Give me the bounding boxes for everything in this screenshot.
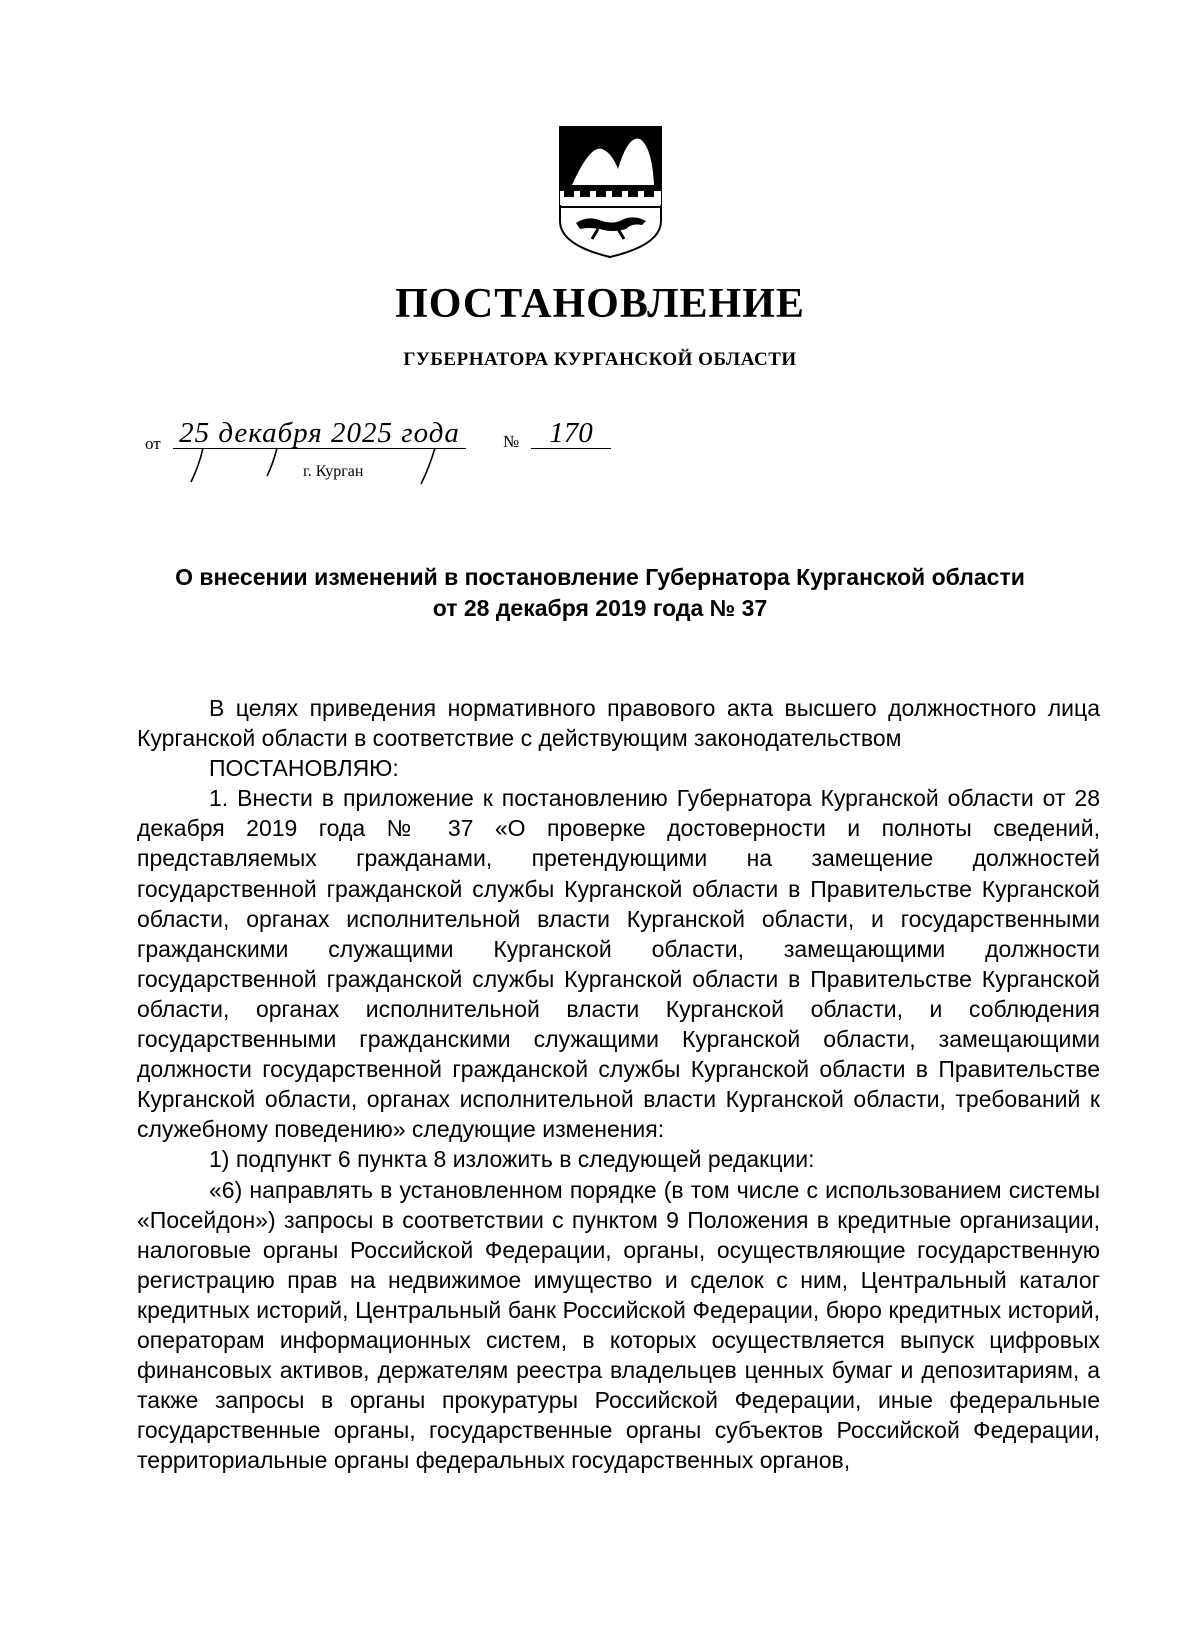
preamble-text: В целях приведения нормативного правового акта высшего должностного лица Курганской области в соответствие с действующим законодательством bbox=[137, 695, 1100, 752]
date-number-line bbox=[145, 418, 645, 498]
preamble-paragraph bbox=[137, 693, 1100, 783]
decree-word: ПОСТАНОВЛЯЮ: bbox=[209, 755, 399, 782]
document-body bbox=[137, 693, 1100, 1475]
handwriting-strokes bbox=[145, 418, 645, 498]
handwritten-date: 25 декабря 2025 года bbox=[173, 418, 466, 449]
number-sign: № bbox=[503, 432, 520, 451]
quoted-subparagraph-6: «6) направлять в установленном порядке (в том числе с использованием системы «Посейдон») запросы в соответствии с пунктом 9 Положения в кредитные организации, налоговые органы Российской Федерации, органы, осуществляющие государственную регистрацию прав на недвижимое имущество и сделок с ним, Центральный каталог кредитных историй, Центральный банк Российской Федерации, бюро кредитных историй, операторам информационных систем, в которых осуществляется выпуск цифровых финансовых активов, держателям реестра владельцев ценных бумаг и депозитариям, а также запросы в органы прокуратуры Российской Федерации, иные федеральные государственные органы, государственные органы субъектов Российской Федерации, территориальные органы федеральных государственных органов, bbox=[137, 1176, 1100, 1474]
coat-of-arms-icon bbox=[558, 125, 663, 260]
title-line-1: О внесении изменений в постановление Губернатора Курганской области bbox=[175, 564, 1025, 590]
title-line-2: от 28 декабря 2019 года № 37 bbox=[432, 595, 768, 621]
date-prefix: от bbox=[145, 434, 161, 453]
handwritten-number: 170 bbox=[531, 418, 611, 449]
subitem-1-paragraph: 1) подпункт 6 пункта 8 изложить в следующей редакции: bbox=[209, 1146, 815, 1173]
city-label: г. Курган bbox=[303, 463, 364, 480]
document-type-heading: ПОСТАНОВЛЕНИЕ bbox=[395, 281, 805, 327]
item-1-paragraph: 1. Внести в приложение к постановлению Губернатора Курганской области от 28 декабря 2019 года № 37 «О проверке достоверности и полноты сведений, представляемых гражданами, претендующими на замещение должностей государственной гражданской службы Курганской области в Правительстве Курганской области, органах исполнительной власти Курганской области, и государственными гражданскими служащими Курганской области, замещающими должности государственной гражданской службы Курганской области в Правительстве Курганской области, органах исполнительной власти Курганской области, и соблюдения государственными гражданскими служащими Курганской области, замещающими должности государственной гражданской службы Курганской области в Правительстве Курганской области, органах исполнительной власти Курганской области, требований к служебному поведению» следующие изменения: bbox=[137, 785, 1100, 1143]
document-title bbox=[60, 562, 1140, 624]
issuer-heading: ГУБЕРНАТОРА КУРГАНСКОЙ ОБЛАСТИ bbox=[403, 349, 797, 370]
